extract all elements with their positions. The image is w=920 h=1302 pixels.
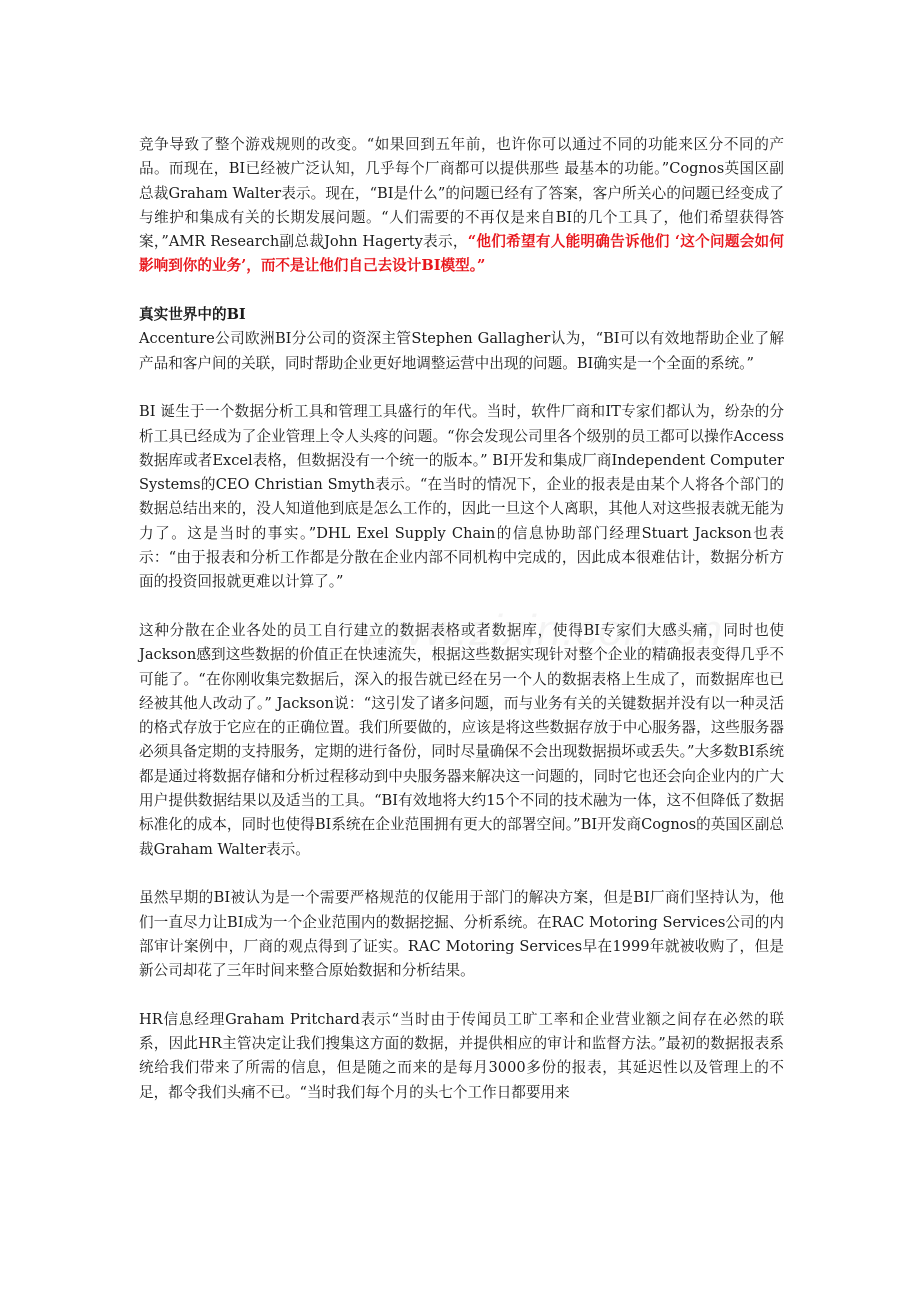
section-heading: 真实世界中的BI bbox=[139, 306, 246, 324]
paragraph-scattered-data: 这种分散在企业各处的员工自行建立的数据表格或者数据库，使得BI专家们大感头痛，同时也使Jackson感到这些数据的价值正在快速流失，根据这些数据实现针对整个企业的精确报表变得几乎不可能了。“在你刚收集完数据后，深入的报告就已经在另一个人的数据表格上生成了，而数据库也已经被其他人改动了。” Jackson说：“这引发了诸多问题，而与业务有关的关键数据并没有以一种灵活的格式存放于它应在的正确位置。我们所要做的，应该是将这些数据存放于中心服务器，这些服务器必须具备定期的支持服务，定期的进行备份，同时尽量确保不会出现数据损坏或丢失。”大多数BI系统都是通过将数据存储和分析过程移动到中央服务器来解决这一问题的，同时它也还会向企业内的广大用户提供数据结果以及适当的工具。“BI有效地将大约15个不同的技术融为一体，这不但降低了数据标准化的成本，同时也使得BI系统在企业范围拥有更大的部署空间。”BI开发商Cognos的英国区副总裁Graham Walter表示。 bbox=[139, 621, 784, 858]
paragraph-hr-manager: HR信息经理Graham Pritchard表示“当时由于传闻员工旷工率和企业营业额之间存在必然的联系，因此HR主管决定让我们搜集这方面的数据，并提供相应的审计和监督方法。”最初的数据报表系统给我们带来了所需的信息，但是随之而来的是每月3000多份的报表，其延迟性以及管理上的不足，都令我们头痛不已。“当时我们每个月的头七个工作日都要用来 bbox=[139, 1010, 784, 1101]
highlighted-quote: “他们希望有人能明确告诉他们 ‘这个问题会如何影响到你的业务’，而不是让他们自己去设计BI模型。” bbox=[139, 233, 785, 275]
document-body bbox=[139, 133, 784, 1129]
paragraph-bi-origin: BI 诞生于一个数据分析工具和管理工具盛行的年代。当时，软件厂商和IT专家们都认为，纷杂的分析工具已经成为了企业管理上令人头疼的问题。“你会发现公司里各个级别的员工都可以操作Access数据库或者Excel表格，但数据没有一个统一的版本。” BI开发和集成厂商Independent Computer Systems的CEO Christian Smyth表示。“在当时的情况下，企业的报表是由某个人将各个部门的数据总结出来的，没人知道他到底是怎么工作的，因此一旦这个人离职，其他人对这些报表就无能为力了。这是当时的事实。”DHL Exel Supply Chain的信息协助部门经理Stuart Jackson也表示：“由于报表和分析工作都是分散在企业内部不同机构中完成的，因此成本很难估计，数据分析方面的投资回报就更难以计算了。” bbox=[139, 403, 784, 591]
paragraph-intro-text: 竞争导致了整个游戏规则的改变。“如果回到五年前，也许你可以通过不同的功能来区分不同的产品。而现在，BI已经被广泛认知，几乎每个厂商都可以提供那些 最基本的功能。”Cognos英国区副总裁Graham Walter表示。现在，“BI是什么”的问题已经有了答案，客户所关心的问题已经变成了与维护和集成有关的长期发展问题。“人们需要的不再仅是来自BI的几个工具了，他们希望获得答案，”AMR Research副总裁John Hagerty表示， bbox=[139, 136, 784, 251]
paragraph-rac-motoring: 虽然早期的BI被认为是一个需要严格规范的仅能用于部门的解决方案，但是BI厂商们坚持认为，他们一直尽力让BI成为一个企业范围内的数据挖掘、分析系统。在RAC Motoring Services公司的内部审计案例中，厂商的观点得到了证实。RAC Motoring Services早在1999年就被收购了，但是新公司却花了三年时间来整合原始数据和分析结果。 bbox=[139, 889, 784, 980]
paragraph-intro bbox=[139, 133, 784, 279]
paragraph-accenture: Accenture公司欧洲BI分公司的资深主管Stephen Gallagher认为，“BI可以有效地帮助企业了解产品和客户间的关联，同时帮助企业更好地调整运营中出现的问题。BI确实是一个全面的系统。” bbox=[139, 330, 784, 372]
